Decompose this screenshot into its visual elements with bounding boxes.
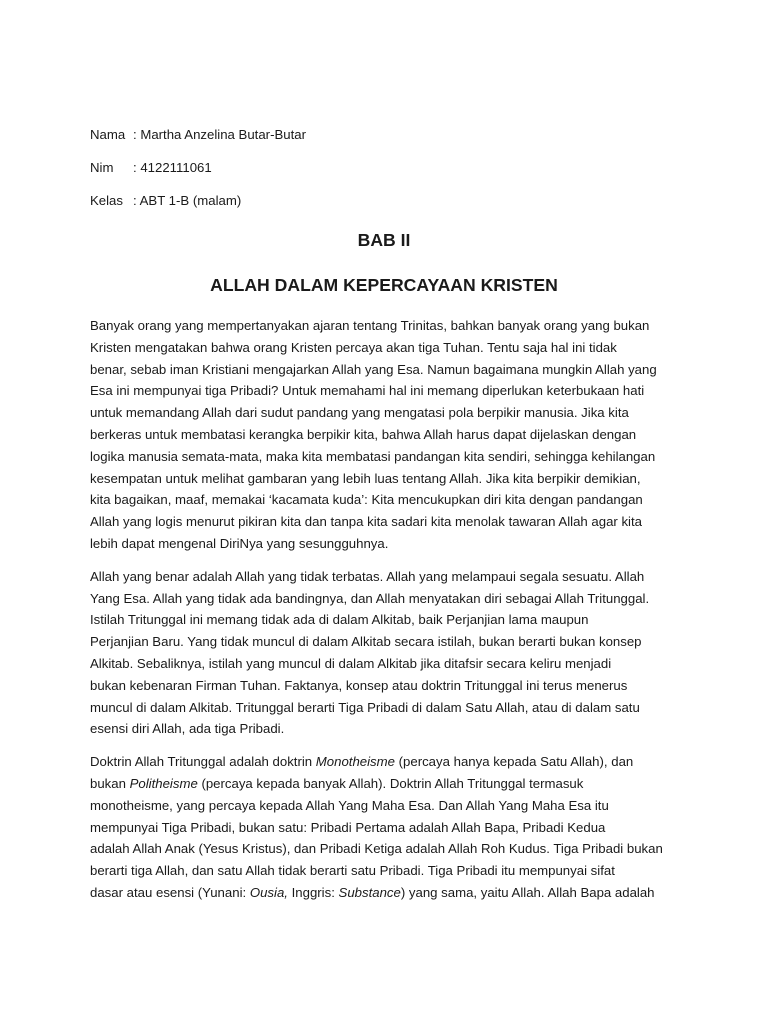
text-run: bukan — [90, 775, 130, 791]
text-line: Kristen mengatakan bahwa orang Kristen percaya akan tiga Tuhan. Tentu saja hal ini tidak — [90, 339, 617, 355]
text-line: bukan kebenaran Firman Tuhan. Faktanya, konsep atau doktrin Tritunggal ini terus menerus — [90, 677, 628, 693]
text-line — [90, 882, 682, 904]
text-line — [90, 773, 682, 795]
text-run: (percaya hanya kepada Satu Allah), dan — [394, 754, 634, 770]
text-line: berarti tiga Allah, dan satu Allah tidak berarti satu Pribadi. Tiga Pribadi itu mempunyai sifat — [90, 863, 615, 879]
nim-row — [90, 159, 306, 192]
text-line: Istilah Tritunggal ini memang tidak ada di dalam Alkitab, baik Perjanjian lama maupun — [90, 612, 589, 628]
text-line: untuk memandang Allah dari sudut pandang yang mengatasi pola berpikir manusia. Jika kita — [90, 405, 629, 421]
text-line: esensi diri Allah, ada tiga Pribadi. — [90, 721, 285, 737]
nim-label: Nim — [90, 160, 114, 175]
paragraph-2 — [90, 566, 682, 740]
italic-term: Substance — [338, 884, 401, 900]
text-line: Perjanjian Baru. Yang tidak muncul di dalam Alkitab secara istilah, bukan berarti bukan konsep — [90, 634, 642, 650]
text-line: Allah yang benar adalah Allah yang tidak terbatas. Allah yang melampaui segala sesuatu. Allah — [90, 568, 645, 584]
italic-term: Ousia, — [249, 884, 288, 900]
text-run: (percaya kepada banyak Allah). Doktrin Allah Tritunggal termasuk — [197, 775, 584, 791]
text-line: Allah yang logis menurut pikiran kita dan tanpa kita sadari kita menolak tawaran Allah agar kita — [90, 514, 642, 530]
name-label: Nama — [90, 127, 126, 142]
text-run: Inggris: — [287, 884, 339, 900]
text-line: benar, sebab iman Kristiani mengajarkan Allah yang Esa. Namun bagaimana mungkin Allah yang — [90, 361, 657, 377]
text-line: kita bagaikan, maaf, memakai ‘kacamata kuda’: Kita mencukupkan diri kita dengan pandangan — [90, 492, 643, 508]
text-line: kesempatan untuk melihat gambaran yang lebih luas tentang Allah. Jika kita berpikir demikian, — [90, 470, 641, 486]
text-line: Banyak orang yang mempertanyakan ajaran tentang Trinitas, bahkan banyak orang yang bukan — [90, 318, 650, 333]
text-run: ) yang sama, yaitu Allah. Allah Bapa adalah — [400, 884, 655, 900]
text-line: monotheisme, yang percaya kepada Allah Yang Maha Esa. Dan Allah Yang Maha Esa itu — [90, 797, 609, 813]
text-line: mempunyai Tiga Pribadi, bukan satu: Pribadi Pertama adalah Allah Bapa, Pribadi Kedua — [90, 819, 606, 835]
text-line: Yang Esa. Allah yang tidak ada bandingnya, dan Allah menyatakan diri sebagai Allah Tritunggal. — [90, 590, 650, 606]
student-info — [90, 126, 306, 225]
text-line: berkeras untuk membatasi kerangka berpikir kita, bahwa Allah harus dapat dijelaskan dengan — [90, 426, 637, 442]
text-line: muncul di dalam Alkitab. Tritunggal berarti Tiga Pribadi di dalam Satu Allah, atau di dalam satu — [90, 699, 640, 715]
text-line: Alkitab. Sebaliknya, istilah yang muncul di dalam Alkitab jika ditafsir secara keliru menjadi — [90, 655, 612, 671]
name-value: : Martha Anzelina Butar-Butar — [133, 127, 306, 142]
italic-term: Politheisme — [129, 775, 198, 791]
chapter-title: BAB II — [357, 230, 411, 250]
italic-term: Monotheisme — [315, 754, 395, 770]
text-line: adalah Allah Anak (Yesus Kristus), dan Pribadi Ketiga adalah Allah Roh Kudus. Tiga Pribadi bukan — [90, 841, 663, 857]
text-line: logika manusia semata-mata, maka kita membatasi pandangan kita sendiri, sehingga kehilangan — [90, 448, 656, 464]
kelas-row — [90, 192, 306, 225]
chapter-heading: ALLAH DALAM KEPERCAYAAN KRISTEN — [210, 275, 558, 295]
kelas-value: : ABT 1-B (malam) — [133, 193, 242, 208]
name-row — [90, 126, 306, 159]
text-line — [90, 751, 682, 773]
paragraph-1 — [90, 315, 682, 555]
nim-value: : 4122111061 — [133, 160, 212, 175]
paragraph-3 — [90, 751, 682, 904]
text-run: Doktrin Allah Tritunggal adalah doktrin — [90, 754, 316, 770]
text-run: dasar atau esensi (Yunani: — [90, 884, 250, 900]
text-line: lebih dapat mengenal DiriNya yang sesungguhnya. — [90, 535, 389, 551]
text-line: Esa ini mempunyai tiga Pribadi? Untuk memahami hal ini memang diperlukan keterbukaan hati — [90, 383, 645, 399]
kelas-label: Kelas — [90, 193, 123, 208]
document-body — [90, 315, 682, 915]
